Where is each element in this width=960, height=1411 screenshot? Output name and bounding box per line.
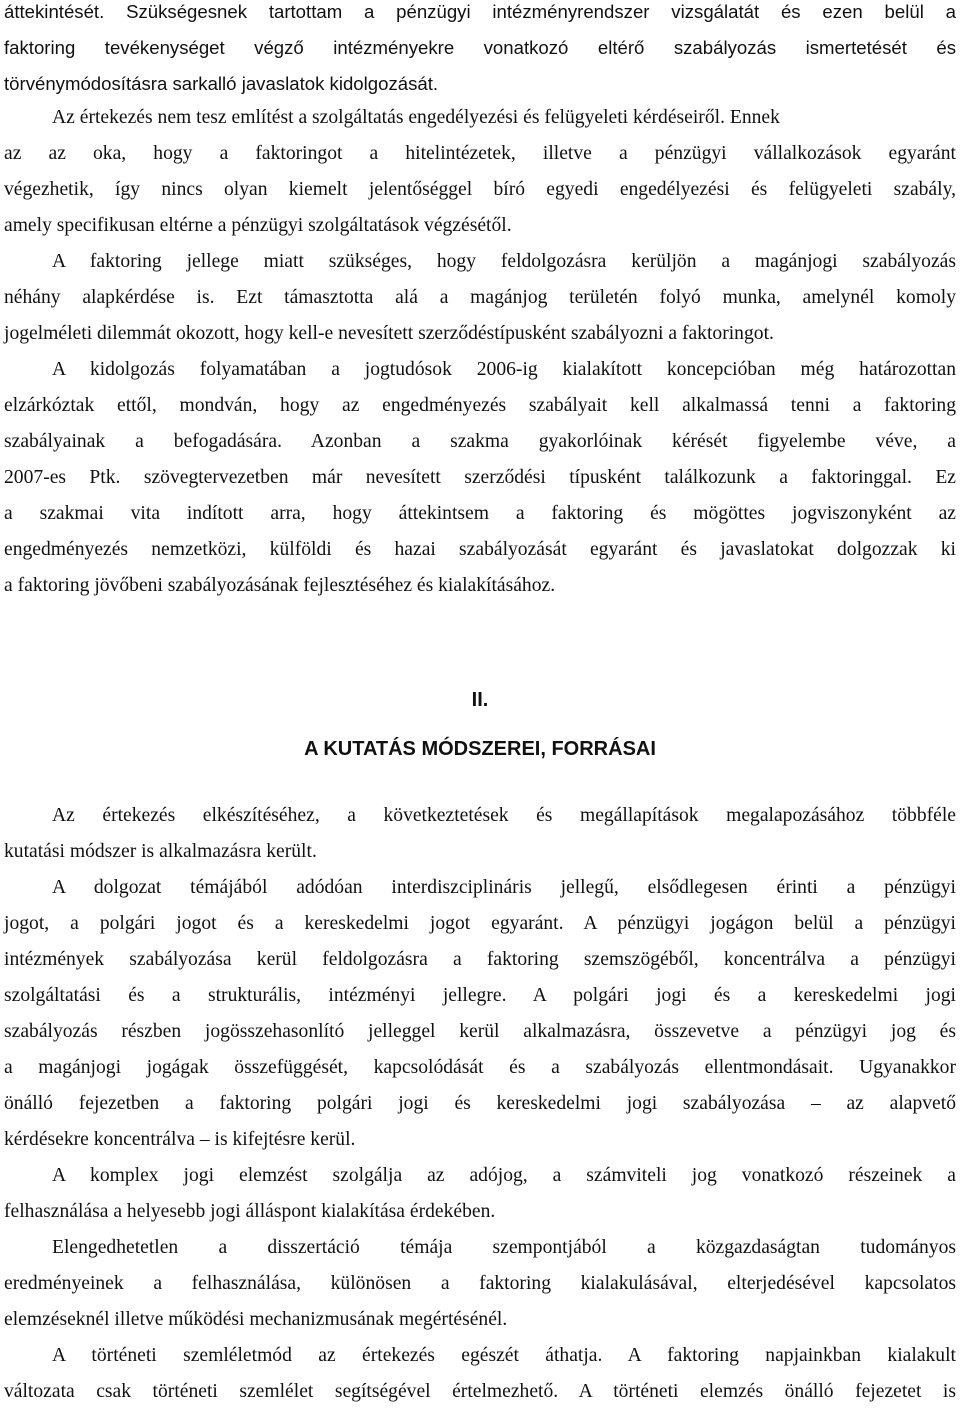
text-line: szabályainak a befogadására. Azonban a szakma gyakorlóinak kérését figyelembe véve, a	[4, 431, 956, 452]
text-line: felhasználása a helyesebb jogi álláspont kialakítása érdekében.	[4, 1201, 496, 1222]
text-line: kutatási módszer is alkalmazásra került.	[4, 841, 317, 862]
text-line: Az értekezés elkészítéséhez, a következtetések és megállapítások megalapozásához többféle	[52, 805, 956, 826]
text-line: szabályozás részben jogösszehasonlító jelleggel kerül alkalmazásra, összevetve a pénzügyi jog és	[4, 1021, 956, 1042]
text-line: a faktoring jövőbeni szabályozásának fejlesztéséhez és kialakításához.	[4, 575, 556, 596]
text-line: eredményeinek a felhasználása, különösen a faktoring kialakulásával, elterjedésével kapcsolatos	[4, 1273, 956, 1294]
text-line: néhány alapkérdése is. Ezt támasztotta alá a magánjog területén folyó munka, amelynél komoly	[4, 287, 956, 308]
text-line: törvénymódosításra sarkalló javaslatok kidolgozását.	[4, 73, 439, 94]
text-line: változata csak történeti szemlélet segítségével értelmezhető. A történeti elemzés önálló fejezetet is	[4, 1381, 956, 1402]
text-line: önálló fejezetben a faktoring polgári jogi és kereskedelmi jogi szabályozása – az alapvető	[4, 1093, 956, 1114]
text-line: elzárkóztak ettől, mondván, hogy az engedményezés szabályait kell alkalmassá tenni a faktoring	[4, 395, 956, 416]
text-line: amely specifikusan eltérne a pénzügyi szolgáltatások végzésétől.	[4, 215, 512, 236]
text-line: 2007-es Ptk. szövegtervezetben már nevesített szerződési típusként találkozunk a faktoringgal. Ez	[4, 467, 956, 488]
text-line: A történeti szemléletmód az értekezés egészét áthatja. A faktoring napjainkban kialakult	[52, 1345, 956, 1366]
text-line: az az oka, hogy a faktoringot a hitelintézetek, illetve a pénzügyi vállalkozások egyaránt	[4, 143, 956, 164]
text-line: A dolgozat témájából adódóan interdiszciplináris jellegű, elsődlegesen érinti a pénzügyi	[52, 877, 956, 898]
text-line: elemzéseknél illetve működési mechanizmusának megértésénél.	[4, 1309, 508, 1330]
text-line: faktoring tevékenységet végző intézményekre vonatkozó eltérő szabályozás ismertetését és	[4, 37, 956, 58]
text-line: engedményezés nemzetközi, külföldi és hazai szabályozását egyaránt és javaslatokat dolgozzak ki	[4, 539, 956, 560]
text-line: a szakmai vita indított arra, hogy áttekintsem a faktoring és mögöttes jogviszonyként az	[4, 503, 956, 524]
text-line: Az értekezés nem tesz említést a szolgáltatás engedélyezési és felügyeleti kérdéseiről. Ennek	[52, 107, 780, 128]
text-line: kérdésekre koncentrálva – is kifejtésre kerül.	[4, 1129, 356, 1150]
text-line: szolgáltatási és a strukturális, intézményi jellegre. A polgári jogi és a kereskedelmi jogi	[4, 985, 956, 1006]
text-line: a magánjogi jogágak összefüggését, kapcsolódását és a szabályozás ellentmondásait. Ugyanakkor	[4, 1057, 956, 1078]
text-line: A faktoring jellege miatt szükséges, hogy feldolgozásra kerüljön a magánjogi szabályozás	[52, 251, 956, 272]
text-line: A kidolgozás folyamatában a jogtudósok 2006-ig kialakított koncepcióban még határozottan	[52, 359, 956, 380]
text-line: jogelméleti dilemmát okozott, hogy kell-e nevesített szerződéstípusként szabályozni a faktoringot.	[4, 323, 774, 344]
section-title: A KUTATÁS MÓDSZEREI, FORRÁSAI	[304, 738, 656, 760]
text-line: végezhetik, így nincs olyan kiemelt jelentőséggel bíró egyedi engedélyezési és felügyeleti szabály,	[4, 179, 956, 200]
text-line: Elengedhetetlen a disszertáció témája szempontjából a közgazdaságtan tudományos	[52, 1237, 956, 1258]
text-line: intézmények szabályozása kerül feldolgozásra a faktoring szemszögéből, koncentrálva a pénzügyi	[4, 949, 956, 970]
text-line: jogot, a polgári jogot és a kereskedelmi jogot egyaránt. A pénzügyi jogágon belül a pénzügyi	[4, 913, 956, 934]
text-line: áttekintését. Szükségesnek tartottam a pénzügyi intézményrendszer vizsgálatát és ezen belül a	[4, 1, 956, 22]
text-line: A komplex jogi elemzést szolgálja az adójog, a számviteli jog vonatkozó részeinek a	[52, 1165, 956, 1186]
section-number: II.	[471, 689, 489, 711]
